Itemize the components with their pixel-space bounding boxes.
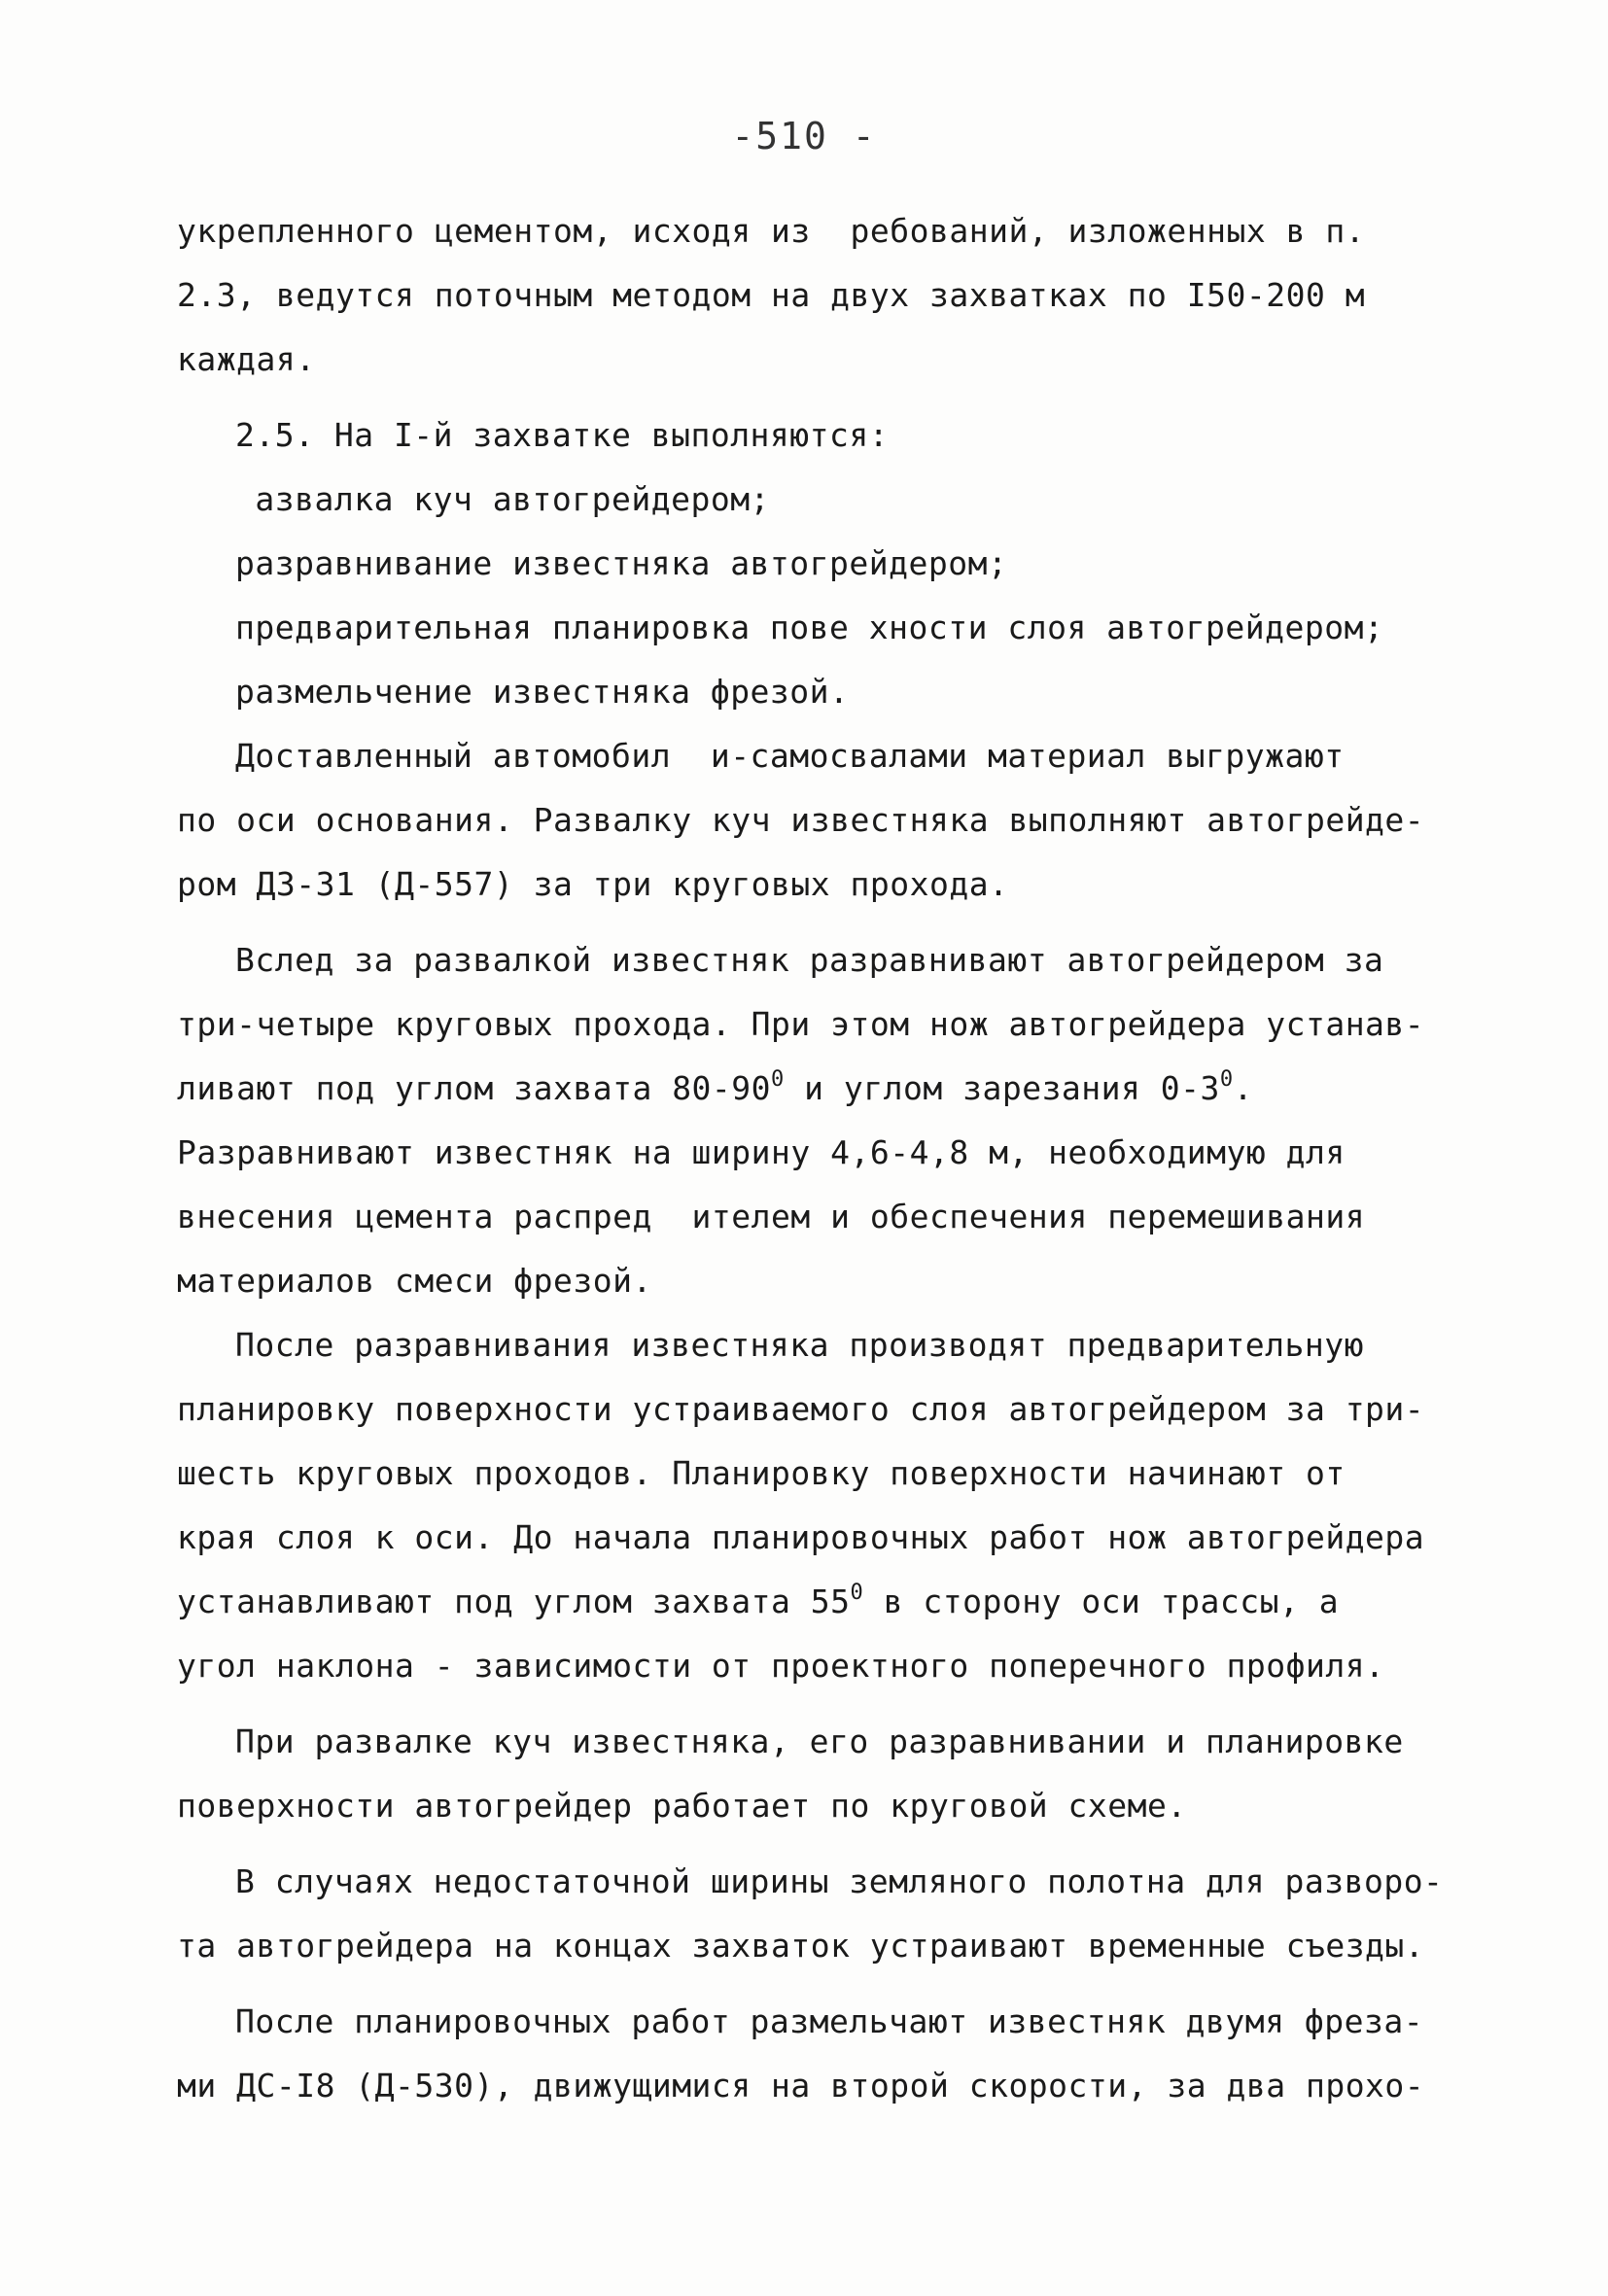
degree-symbol: 0 <box>771 1067 785 1092</box>
body-text <box>177 199 1444 2118</box>
text-line: та автогрейдера на концах захваток устраивают временные съезды. <box>177 1927 1425 1965</box>
text-line: ми ДС-I8 (Д-530), движущимися на второй скорости, за два прохо- <box>177 2067 1425 2105</box>
degree-symbol: 0 <box>850 1581 864 1605</box>
text-line-with-degrees <box>177 1057 1431 1121</box>
list-item: размельчение известняка фрезой. <box>235 673 850 711</box>
text-line: материалов смеси фрезой. <box>177 1262 652 1300</box>
text-line: Вслед за развалкой известняк разравнивают автогрейдером за <box>235 941 1384 979</box>
text-line: 2.3, ведутся поточным методом на двух захватках по I50-200 м <box>177 276 1366 314</box>
text-line: шесть круговых проходов. Планировку поверхности начинают от <box>177 1454 1346 1492</box>
text-line: края слоя к оси. До начала планировочных работ нож автогрейдера <box>177 1518 1425 1556</box>
text-fragment: и углом зарезания 0-3 <box>804 1069 1220 1107</box>
text-line: При развалке куч известняка, его разравнивании и планировке <box>235 1722 1404 1760</box>
list-item: разравнивание известняка автогрейдером; <box>235 544 1008 582</box>
text-line: Доставленный автомобил и-самосвалами материал выгружают <box>235 737 1345 775</box>
text-line: Разравнивают известняк на ширину 4,6-4,8 м, необходимую для <box>177 1133 1346 1171</box>
degree-symbol: 0 <box>1219 1067 1234 1092</box>
text-line: ром ДЗ-31 (Д-557) за три круговых прохода. <box>177 865 1009 903</box>
text-line: угол наклона - зависимости от проектного поперечного профиля. <box>177 1647 1385 1685</box>
text-line: внесения цемента распред ителем и обеспечения перемешивания <box>177 1198 1366 1235</box>
text-fragment: устанавливают под углом захвата 55 <box>177 1583 851 1620</box>
period: . <box>1233 1069 1254 1107</box>
text-line: планировку поверхности устраиваемого слоя автогрейдером за три- <box>177 1390 1425 1428</box>
text-line: В случаях недостаточной ширины земляного полотна для разворо- <box>235 1862 1444 1900</box>
text-fragment: ливают под углом захвата 80-90 <box>177 1069 772 1107</box>
list-item: предварительная планировка пове хности слоя автогрейдером; <box>235 609 1384 646</box>
text-fragment: в сторону оси трассы, а <box>883 1583 1340 1620</box>
text-line: три-четыре круговых прохода. При этом нож автогрейдера устанав- <box>177 1005 1425 1043</box>
text-line: После разравнивания известняка производят предварительную <box>235 1326 1364 1364</box>
page-number: -510 - <box>731 115 877 157</box>
text-line: укрепленного цементом, исходя из ребований, изложенных в п. <box>177 212 1366 250</box>
text-line: поверхности автогрейдер работает по круговой схеме. <box>177 1787 1187 1825</box>
text-line: по оси основания. Развалку куч известняка выполняют автогрейде- <box>177 801 1425 839</box>
text-line: каждая. <box>177 340 316 378</box>
text-line-with-degrees <box>177 1570 1431 1634</box>
section-heading: 2.5. На I-й захватке выполняются: <box>235 416 890 454</box>
list-item: азвалка куч автогрейдером; <box>235 480 770 518</box>
text-line: После планировочных работ размельчают известняк двумя фреза- <box>235 2002 1424 2040</box>
